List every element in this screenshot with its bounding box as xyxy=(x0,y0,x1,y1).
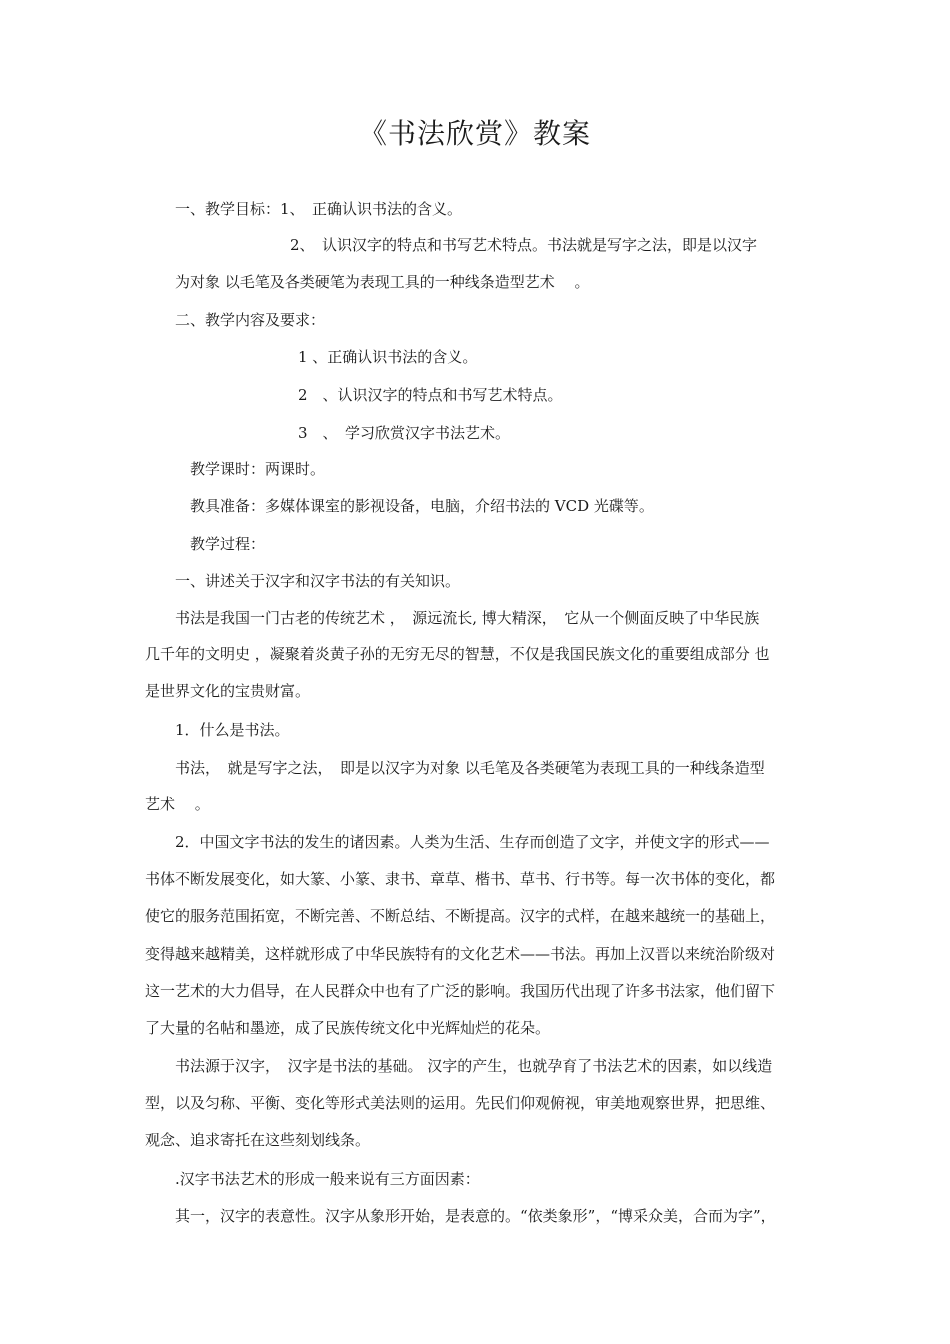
body-line: 使它的服务范围拓宽，不断完善、不断总结、不断提高。汉字的式样，在越来越统一的基础上， xyxy=(145,907,776,925)
body-line: 书法源于汉字， 汉字是书法的基础。 汉字的产生，也就孕育了书法艺术的因素，如以线造 xyxy=(175,1057,773,1075)
body-line: 艺术 。 xyxy=(145,795,210,813)
lesson-hours: 教学课时：两课时。 xyxy=(190,460,326,478)
body-line: 观念、追求寄托在这些刻划线条。 xyxy=(145,1131,371,1149)
body-line: 变得越来越精美，这样就形成了中华民族特有的文化艺术——书法。再加上汉晋以来统治阶级对 xyxy=(145,945,776,963)
section-heading: 二、教学内容及要求： xyxy=(175,311,326,329)
body-line: 这一艺术的大力倡导，在人民群众中也有了广泛的影响。我国历代出现了许多书法家，他们留下 xyxy=(145,982,776,1000)
requirement-item: 3 、 学习欣赏汉字书法艺术。 xyxy=(298,424,511,442)
body-line: 几千年的文明史 ，凝聚着炎黄子孙的无穷无尽的智慧，不仅是我国民族文化的重要组成部分 也 xyxy=(145,645,770,663)
body-line: 其一，汉字的表意性。汉字从象形开始，是表意的。“依类象形”，“博采众美，合而为字”， xyxy=(175,1207,776,1225)
body-line: 2．中国文字书法的发生的诸因素。人类为生活、生存而创造了文字，并使文字的形式—— xyxy=(175,833,770,851)
body-line: 书法， 就是写字之法， 即是以汉字为对象 以毛笔及各类硬笔为表现工具的一种线条造型 xyxy=(175,759,765,777)
objective-line: 2、 认识汉字的特点和书写艺术特点。书法就是写字之法，即是以汉字 xyxy=(290,236,758,254)
body-line: 型，以及匀称、平衡、变化等形式美法则的运用。先民们仰观俯视，审美地观察世界，把思维、 xyxy=(145,1094,776,1112)
objective-line: 为对象 以毛笔及各类硬笔为表现工具的一种线条造型艺术 。 xyxy=(175,273,590,291)
body-line: 了大量的名帖和墨迹，成了民族传统文化中光辉灿烂的花朵。 xyxy=(145,1019,551,1037)
requirement-item: 2 、认识汉字的特点和书写艺术特点。 xyxy=(298,386,563,404)
subheading: 1．什么是书法。 xyxy=(175,721,290,739)
body-line: 是世界文化的宝贵财富。 xyxy=(145,682,311,700)
section-heading: 一、讲述关于汉字和汉字书法的有关知识。 xyxy=(175,572,461,590)
process-heading: 教学过程： xyxy=(190,535,266,553)
objective-line: 一、教学目标：1、 正确认识书法的含义。 xyxy=(175,200,463,218)
requirement-item: 1 、正确认识书法的含义。 xyxy=(298,348,478,366)
body-line: 书体不断发展变化，如大篆、小篆、隶书、章草、楷书、草书、行书等。每一次书体的变化，都 xyxy=(145,870,776,888)
page-title: 《书法欣赏》教案 xyxy=(358,117,591,150)
teaching-aids: 教具准备：多媒体课室的影视设备，电脑，介绍书法的 VCD 光碟等。 xyxy=(190,497,654,515)
body-line: .汉字书法艺术的形成一般来说有三方面因素： xyxy=(175,1170,480,1188)
body-line: 书法是我国一门古老的传统艺术 ， 源远流长, 博大精深， 它从一个侧面反映了中华民族 xyxy=(175,609,760,627)
